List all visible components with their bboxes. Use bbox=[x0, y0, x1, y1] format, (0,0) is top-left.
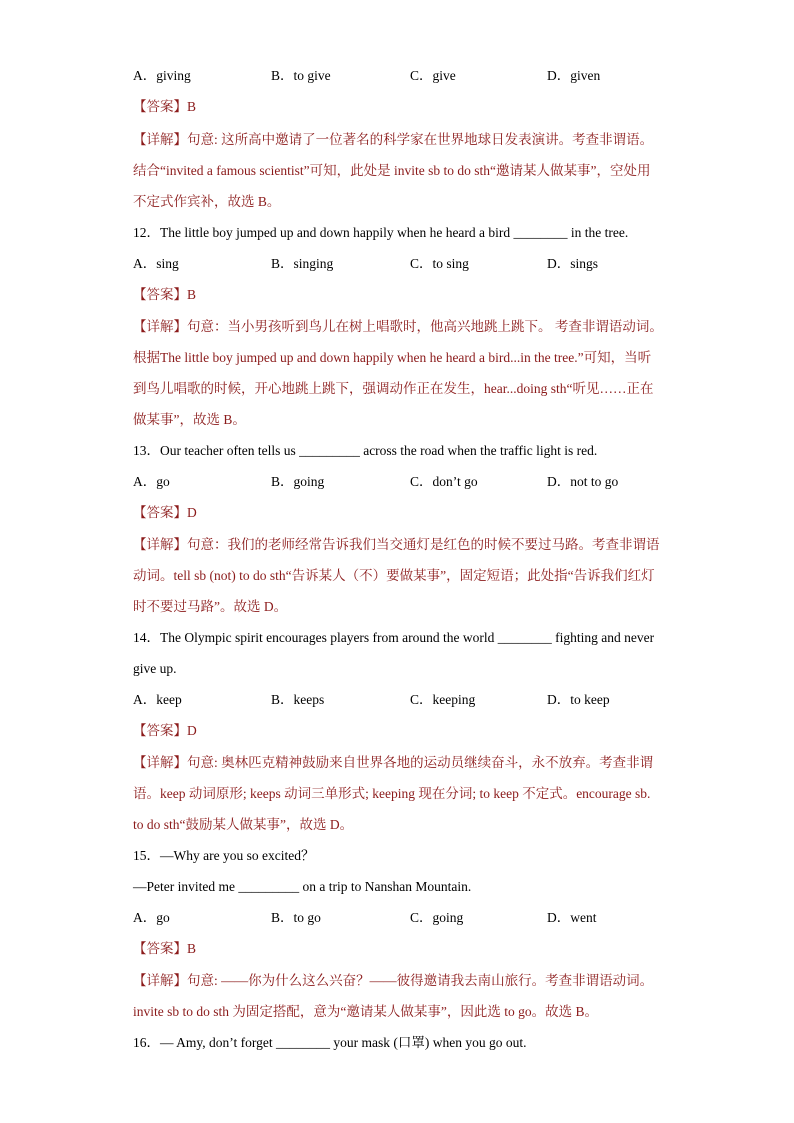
q14-analysis-tag: 【详解】 bbox=[133, 755, 187, 770]
q15-analysis-tag: 【详解】 bbox=[133, 973, 187, 988]
q11-option-a: A．giving bbox=[133, 68, 191, 83]
q13-option-d: D．not to go bbox=[547, 474, 619, 489]
q15-option-b: B．to go bbox=[271, 910, 321, 925]
q11-analysis-tag: 【详解】 bbox=[133, 132, 187, 147]
q13-option-a: A．go bbox=[133, 474, 170, 489]
q15-option-d: D．went bbox=[547, 910, 597, 925]
q11-options bbox=[133, 66, 693, 86]
q15-analysis bbox=[133, 965, 663, 1027]
q12-option-d: D．sings bbox=[547, 256, 599, 271]
q15-question-line1: 15．—Why are you so excited？ bbox=[133, 848, 315, 863]
q12-analysis-tag: 【详解】 bbox=[133, 319, 187, 334]
q12-analysis bbox=[133, 311, 663, 435]
q15-analysis-text: 句意: ——你为什么这么兴奋？——彼得邀请我去南山旅行。考查非谓语动词。invite sb to do sth 为固定搭配，意为“邀请某人做某事”，因此选 to go。故选 B。 bbox=[133, 973, 654, 1019]
q15-options bbox=[133, 908, 693, 928]
q16-question: 16．— Amy, don’t forget ________ your mask (口罩) when you go out. bbox=[133, 1035, 527, 1050]
q13-answer: 【答案】D bbox=[133, 505, 197, 520]
q11-answer: 【答案】B bbox=[133, 99, 197, 114]
q11-option-c: C．give bbox=[410, 68, 456, 83]
q15-option-a: A．go bbox=[133, 910, 170, 925]
q14-option-a: A．keep bbox=[133, 692, 182, 707]
q13-question: 13．Our teacher often tells us _________ across the road when the traffic light is red. bbox=[133, 443, 598, 458]
q11-analysis bbox=[133, 124, 663, 217]
q14-option-c: C．keeping bbox=[410, 692, 476, 707]
q12-question: 12．The little boy jumped up and down happily when he heard a bird ________ in the tree. bbox=[133, 225, 629, 240]
q13-option-b: B．going bbox=[271, 474, 325, 489]
q13-analysis-text: 句意：我们的老师经常告诉我们当交通灯是红色的时候不要过马路。考查非谓语动词。tell sb (not) to do sth“告诉某人（不）要做某事”，固定短语；此处指“告诉我们红灯时不要过马路”。故选 D。 bbox=[133, 537, 660, 614]
q14-option-b: B．keeps bbox=[271, 692, 325, 707]
q12-options bbox=[133, 254, 693, 274]
q14-option-d: D．to keep bbox=[547, 692, 610, 707]
q14-options bbox=[133, 690, 693, 710]
q13-analysis bbox=[133, 529, 663, 622]
q11-option-b: B．to give bbox=[271, 68, 331, 83]
q14-analysis bbox=[133, 747, 663, 840]
q15-option-c: C．going bbox=[410, 910, 464, 925]
q14-answer: 【答案】D bbox=[133, 723, 197, 738]
q13-options bbox=[133, 472, 693, 492]
q12-analysis-text: 句意：当小男孩听到鸟儿在树上唱歌时，他高兴地跳上跳下。 考查非谓语动词。根据The little boy jumped up and down happily when he heard a bird...in the tree.”可知，当听到鸟儿唱歌的时候，开心地跳上跳下，强调动作正在发生，hear...doing sth“听见……正在做某事”，故选 B。 bbox=[133, 319, 663, 427]
q15-answer: 【答案】B bbox=[133, 941, 197, 956]
q14-question: 14．The Olympic spirit encourages players from around the world ________ fighting and never give up. bbox=[133, 630, 655, 676]
q12-option-a: A．sing bbox=[133, 256, 179, 271]
q13-analysis-tag: 【详解】 bbox=[133, 537, 187, 552]
q12-answer: 【答案】B bbox=[133, 287, 197, 302]
q12-option-c: C．to sing bbox=[410, 256, 469, 271]
q14-analysis-text: 句意: 奥林匹克精神鼓励来自世界各地的运动员继续奋斗，永不放弃。考查非谓语。keep 动词原形; keeps 动词三单形式; keeping 现在分词; to keep 不定式。encourage sb. to do sth“鼓励某人做某事”，故选 D。 bbox=[133, 755, 654, 832]
q11-option-d: D．given bbox=[547, 68, 601, 83]
q11-analysis-text: 句意: 这所高中邀请了一位著名的科学家在世界地球日发表演讲。考查非谓语。结合“invited a famous scientist”可知，此处是 invite sb to do sth“邀请某人做某事”，空处用不定式作宾补，故选 B。 bbox=[133, 132, 654, 209]
q12-option-b: B．singing bbox=[271, 256, 334, 271]
q15-question-line2: —Peter invited me _________ on a trip to Nanshan Mountain. bbox=[133, 879, 472, 894]
q13-option-c: C．don’t go bbox=[410, 474, 478, 489]
